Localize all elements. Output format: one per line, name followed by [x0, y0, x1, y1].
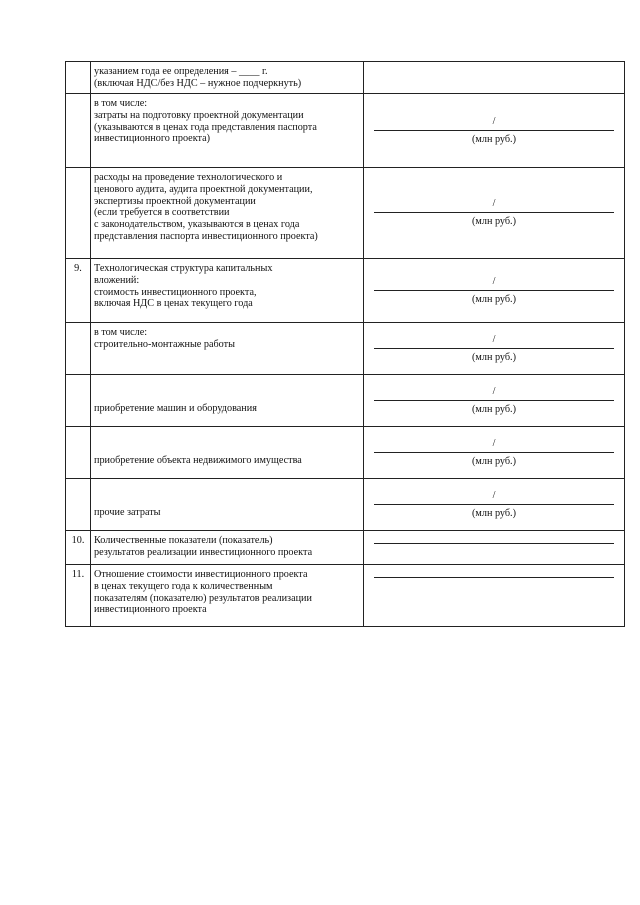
description-line: строительно-монтажные работы — [94, 338, 235, 350]
row-number — [66, 427, 91, 479]
description-line: экспертизы проектной документации — [94, 195, 256, 207]
description-line: указанием года ее определения – ____ г. — [94, 66, 268, 77]
fill-in-line[interactable] — [374, 400, 614, 401]
row-number: 9. — [66, 259, 91, 323]
unit-label: (млн руб.) — [472, 351, 516, 363]
row-value-cell[interactable] — [364, 375, 625, 427]
row-number — [66, 62, 91, 94]
unit-label: (млн руб.) — [472, 133, 516, 145]
row-number — [66, 94, 91, 168]
fill-in-line[interactable] — [374, 212, 614, 213]
description-line — [94, 495, 360, 507]
description-line: (если требуется в соответствии — [94, 207, 230, 219]
description-line: затраты на подготовку проектной документации — [94, 109, 304, 121]
description-line: Количественные показатели (показатель) — [94, 535, 273, 546]
row-value-cell[interactable] — [364, 479, 625, 531]
row-description — [91, 531, 364, 565]
unit-label: (млн руб.) — [472, 455, 516, 467]
description-line: представления паспорта инвестиционного проекта) — [94, 230, 318, 242]
row-value-cell[interactable] — [364, 94, 625, 168]
row-value-cell[interactable] — [364, 427, 625, 479]
description-line: Отношение стоимости инвестиционного проекта — [94, 569, 308, 580]
unit-label: (млн руб.) — [472, 507, 516, 519]
row-number — [66, 168, 91, 259]
table-row — [66, 565, 625, 627]
row-value-cell[interactable] — [364, 259, 625, 323]
row-description — [91, 427, 364, 479]
fill-in-line[interactable] — [374, 348, 614, 349]
row-description — [91, 94, 364, 168]
description-line: приобретение объекта недвижимого имущества — [94, 454, 302, 466]
value-slash: / — [492, 385, 496, 397]
unit-label: (млн руб.) — [472, 403, 516, 415]
description-line — [94, 443, 360, 455]
description-line — [94, 483, 360, 495]
row-value-cell[interactable] — [364, 565, 625, 627]
row-description — [91, 479, 364, 531]
table-row — [66, 323, 625, 375]
unit-label: (млн руб.) — [472, 293, 516, 305]
row-description — [91, 375, 364, 427]
description-line: инвестиционного проекта) — [94, 133, 211, 145]
row-number: 11. — [66, 565, 91, 627]
description-line: инвестиционного проекта — [94, 604, 207, 616]
fill-in-line[interactable] — [374, 130, 614, 131]
description-line: ценового аудита, аудита проектной документации, — [94, 183, 313, 195]
passport-table — [65, 61, 625, 627]
row-description — [91, 62, 364, 94]
description-line: показателям (показателю) результатов реализации — [94, 592, 312, 604]
table-row — [66, 259, 625, 323]
table-row — [66, 427, 625, 479]
row-number — [66, 375, 91, 427]
description-line: прочие затраты — [94, 506, 161, 518]
row-value-cell[interactable] — [364, 168, 625, 259]
description-line: (включая НДС/без НДС – нужное подчеркнуть) — [94, 77, 302, 89]
fill-in-line[interactable] — [374, 543, 614, 544]
table-row — [66, 94, 625, 168]
row-value-cell[interactable] — [364, 62, 625, 94]
row-description — [91, 323, 364, 375]
value-slash: / — [492, 275, 496, 287]
description-line: в ценах текущего года к количественным — [94, 580, 273, 592]
description-line: в том числе: — [94, 327, 148, 338]
description-line: расходы на проведение технологического и — [94, 172, 283, 183]
row-description — [91, 259, 364, 323]
fill-in-line[interactable] — [374, 504, 614, 505]
row-description — [91, 168, 364, 259]
description-line: с законодательством, указываются в ценах года — [94, 219, 300, 231]
unit-label: (млн руб.) — [472, 216, 516, 227]
description-line — [94, 379, 360, 391]
description-line — [94, 431, 360, 443]
table-row — [66, 62, 625, 94]
value-slash: / — [492, 333, 496, 345]
fill-in-line[interactable] — [374, 577, 614, 578]
description-line: (указываются в ценах года представления паспорта — [94, 121, 317, 133]
description-line: приобретение машин и оборудования — [94, 402, 257, 414]
description-line: вложений: — [94, 274, 140, 286]
value-slash: / — [492, 115, 496, 127]
row-number — [66, 323, 91, 375]
value-slash: / — [492, 489, 496, 501]
fill-in-line[interactable] — [374, 452, 614, 453]
table-row — [66, 375, 625, 427]
fill-in-line[interactable] — [374, 290, 614, 291]
description-line: Технологическая структура капитальных — [94, 263, 273, 274]
table-row — [66, 479, 625, 531]
description-line — [94, 391, 360, 403]
row-value-cell[interactable] — [364, 531, 625, 565]
value-slash: / — [492, 198, 496, 209]
description-line: стоимость инвестиционного проекта, — [94, 286, 257, 298]
row-description — [91, 565, 364, 627]
description-line: в том числе: — [94, 98, 148, 109]
description-line: включая НДС в ценах текущего года — [94, 298, 253, 310]
table-row — [66, 531, 625, 565]
row-value-cell[interactable] — [364, 323, 625, 375]
table-row — [66, 168, 625, 259]
row-number: 10. — [66, 531, 91, 565]
description-line: результатов реализации инвестиционного проекта — [94, 546, 313, 558]
row-number — [66, 479, 91, 531]
value-slash: / — [492, 437, 496, 449]
